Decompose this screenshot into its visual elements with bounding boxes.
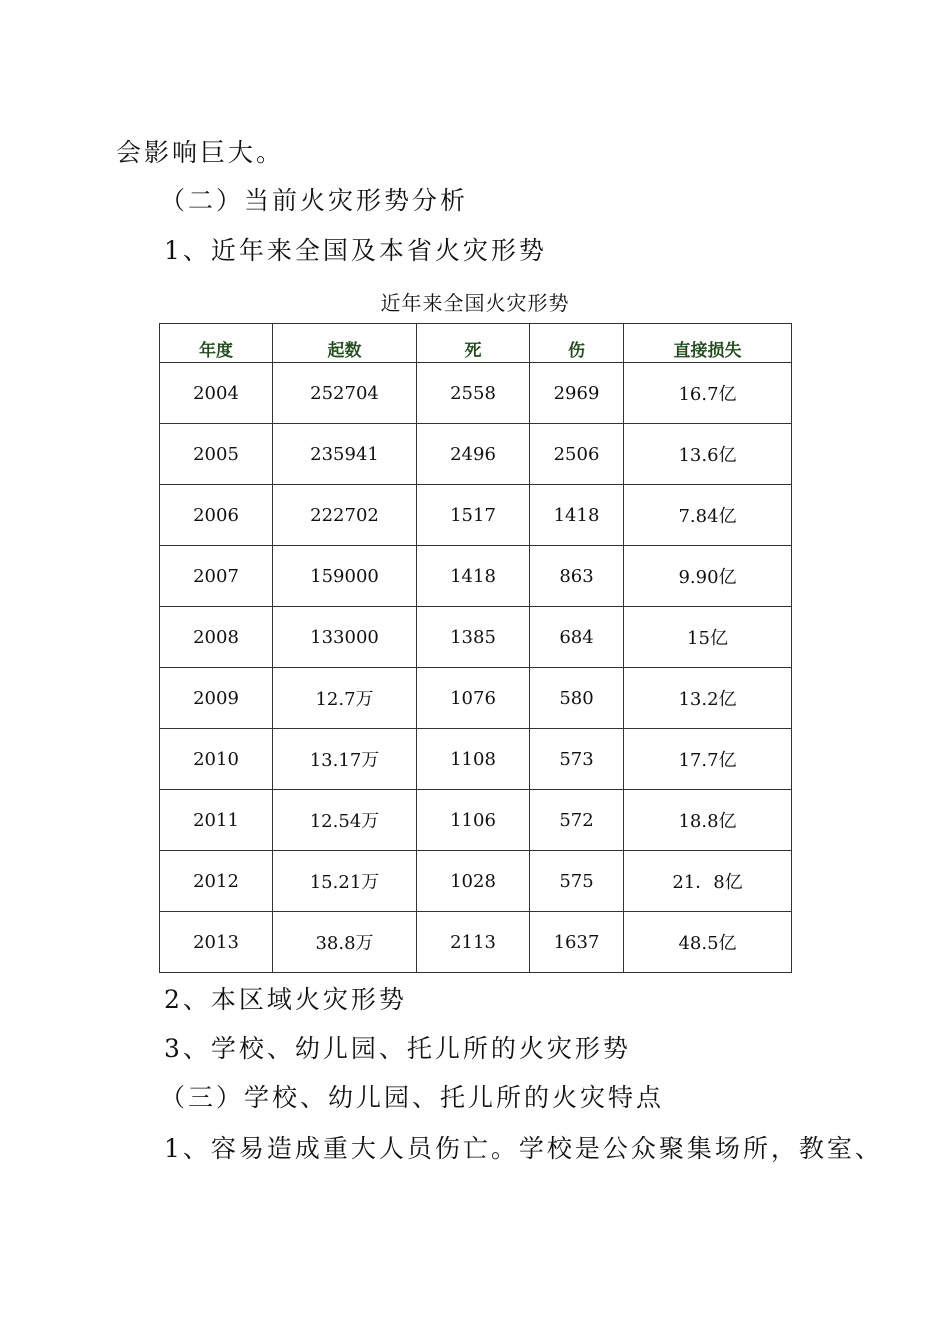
header-count: 起数 — [273, 324, 417, 363]
cell-direct-loss: 17.7亿 — [624, 729, 792, 790]
cell-year: 2006 — [160, 485, 273, 546]
cell-deaths: 1076 — [417, 668, 530, 729]
cell-injuries: 580 — [530, 668, 624, 729]
cell-count: 12.54万 — [273, 790, 417, 851]
table-header-row — [160, 324, 792, 363]
cell-year: 2009 — [160, 668, 273, 729]
cell-count: 133000 — [273, 607, 417, 668]
table-row — [160, 546, 792, 607]
section-heading-2: （二）当前火灾形势分析 — [160, 186, 469, 215]
cell-injuries: 572 — [530, 790, 624, 851]
table-row — [160, 912, 792, 973]
cell-injuries: 684 — [530, 607, 624, 668]
cell-count: 12.7万 — [273, 668, 417, 729]
cell-count: 252704 — [273, 363, 417, 424]
cell-deaths: 1517 — [417, 485, 530, 546]
cell-deaths: 1106 — [417, 790, 530, 851]
cell-injuries: 1637 — [530, 912, 624, 973]
cell-year: 2012 — [160, 851, 273, 912]
cell-direct-loss: 18.8亿 — [624, 790, 792, 851]
table-row — [160, 363, 792, 424]
cell-direct-loss: 13.6亿 — [624, 424, 792, 485]
header-injuries: 伤 — [530, 324, 624, 363]
cell-injuries: 1418 — [530, 485, 624, 546]
header-year: 年度 — [160, 324, 273, 363]
cell-direct-loss: 48.5亿 — [624, 912, 792, 973]
table-row — [160, 729, 792, 790]
table-row — [160, 790, 792, 851]
subsection-heading-3: 3、学校、幼儿园、托儿所的火灾形势 — [164, 1034, 631, 1063]
cell-injuries: 573 — [530, 729, 624, 790]
section-heading-3: （三）学校、幼儿园、托儿所的火灾特点 — [160, 1083, 665, 1112]
cell-direct-loss: 21．8亿 — [624, 851, 792, 912]
paragraph-continuation: 会影响巨大。 — [116, 138, 285, 167]
cell-direct-loss: 16.7亿 — [624, 363, 792, 424]
cell-injuries: 863 — [530, 546, 624, 607]
cell-deaths: 1385 — [417, 607, 530, 668]
cell-count: 15.21万 — [273, 851, 417, 912]
cell-deaths: 1028 — [417, 851, 530, 912]
cell-deaths: 2558 — [417, 363, 530, 424]
cell-count: 222702 — [273, 485, 417, 546]
cell-injuries: 2506 — [530, 424, 624, 485]
cell-deaths: 1108 — [417, 729, 530, 790]
cell-year: 2008 — [160, 607, 273, 668]
cell-deaths: 2496 — [417, 424, 530, 485]
cell-year: 2004 — [160, 363, 273, 424]
cell-year: 2013 — [160, 912, 273, 973]
fire-statistics-table — [159, 323, 792, 973]
subsection-heading-2: 2、本区域火灾形势 — [164, 985, 407, 1014]
header-deaths: 死 — [417, 324, 530, 363]
cell-year: 2011 — [160, 790, 273, 851]
cell-injuries: 575 — [530, 851, 624, 912]
cell-direct-loss: 9.90亿 — [624, 546, 792, 607]
cell-year: 2005 — [160, 424, 273, 485]
cell-year: 2007 — [160, 546, 273, 607]
cell-count: 13.17万 — [273, 729, 417, 790]
table-row — [160, 607, 792, 668]
cell-injuries: 2969 — [530, 363, 624, 424]
cell-direct-loss: 7.84亿 — [624, 485, 792, 546]
header-direct-loss: 直接损失 — [624, 324, 792, 363]
table-row — [160, 424, 792, 485]
cell-count: 38.8万 — [273, 912, 417, 973]
cell-deaths: 2113 — [417, 912, 530, 973]
cell-direct-loss: 13.2亿 — [624, 668, 792, 729]
table-row — [160, 668, 792, 729]
cell-deaths: 1418 — [417, 546, 530, 607]
cell-count: 235941 — [273, 424, 417, 485]
table-row — [160, 851, 792, 912]
table-row — [160, 485, 792, 546]
paragraph-point-1: 1、容易造成重大人员伤亡。学校是公众聚集场所，教室、 — [164, 1134, 883, 1163]
table-caption: 近年来全国火灾形势 — [380, 291, 570, 315]
cell-year: 2010 — [160, 729, 273, 790]
cell-direct-loss: 15亿 — [624, 607, 792, 668]
subsection-heading-1: 1、近年来全国及本省火灾形势 — [164, 236, 547, 265]
cell-count: 159000 — [273, 546, 417, 607]
